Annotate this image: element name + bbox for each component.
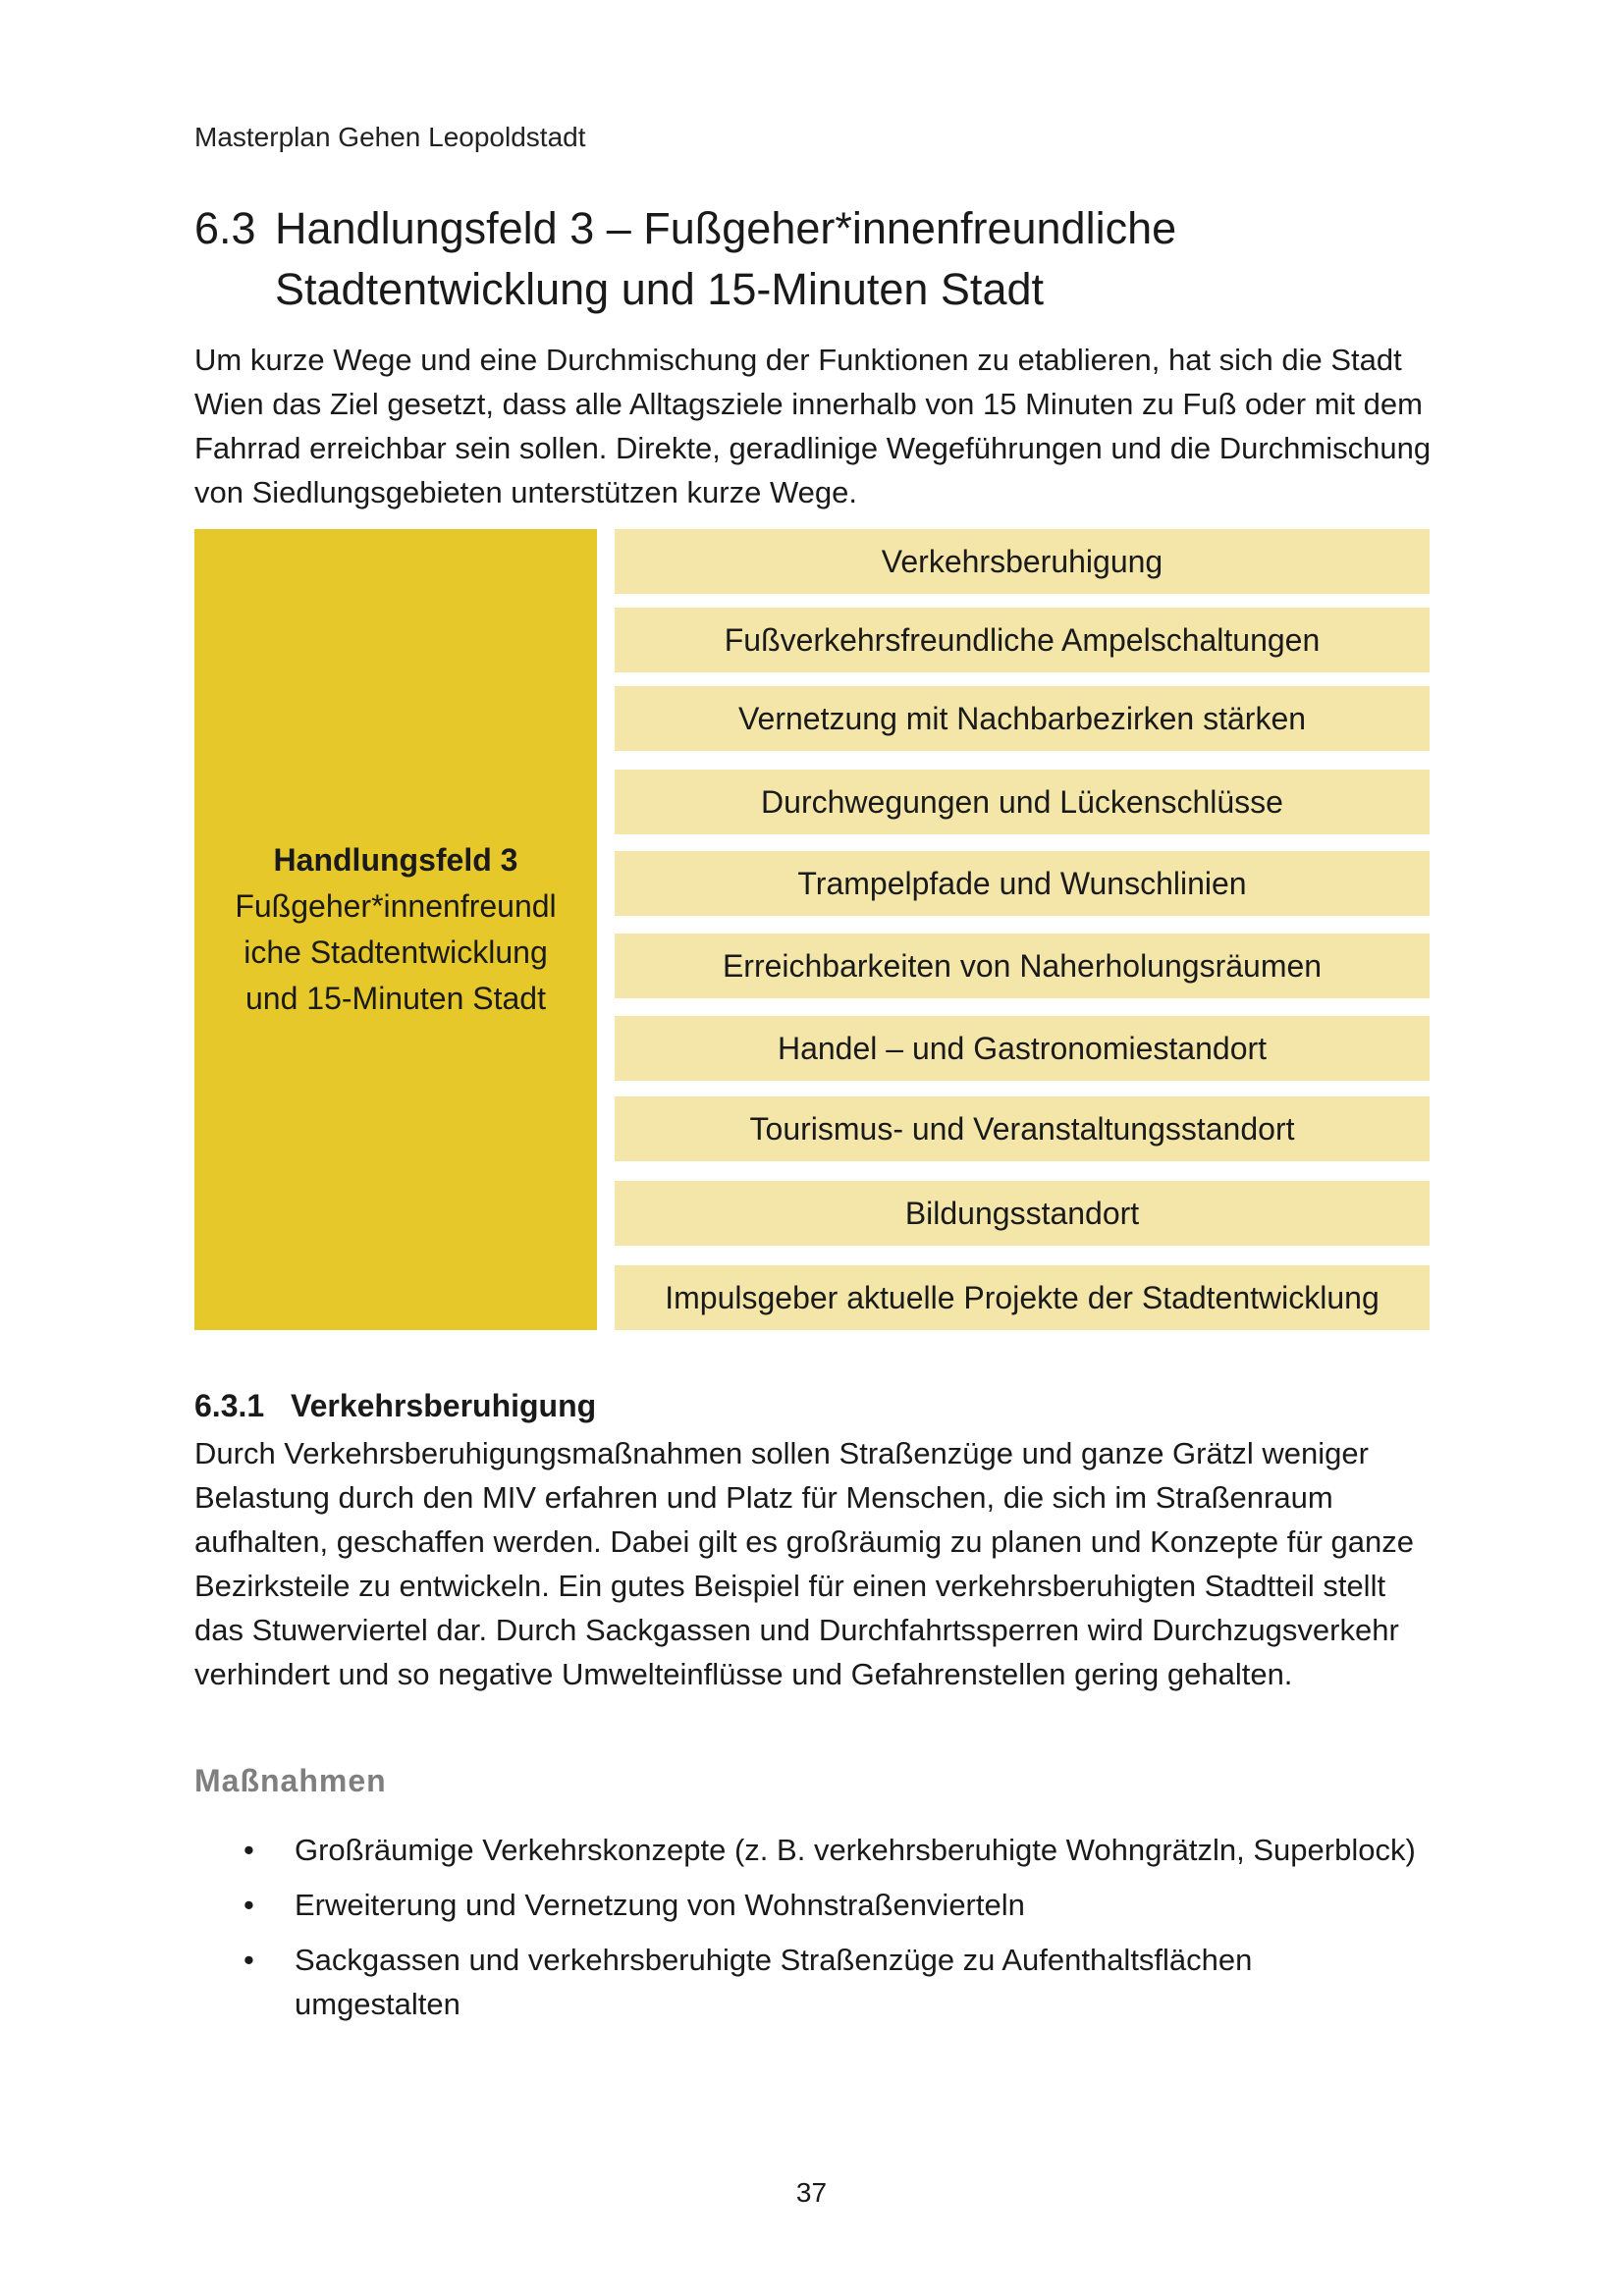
page-number: 37 xyxy=(795,2177,828,2208)
diagram-item: Handel – und Gastronomiestandort xyxy=(615,1016,1430,1081)
list-item-text: Großräumige Verkehrskonzepte (z. B. verkehrsberuhigte Wohngrätzln, Superblock) xyxy=(295,1833,1416,1867)
section-number: 6.3 xyxy=(194,203,256,253)
intro-paragraph: Um kurze Wege und eine Durchmischung der Funktionen zu etablieren, hat sich die Stadt Wien das Ziel gesetzt, dass alle Alltagsziele innerhalb von 15 Minuten zu Fuß oder mit dem Fahrrad erreichbar sein sollen. Direkte, geradlinige Wegeführungen und die Durchmischung von Siedlungsgebieten unterstützen kurze Wege. xyxy=(194,343,1432,509)
diagram-item: Trampelpfade und Wunschlinien xyxy=(615,851,1430,916)
running-header: Masterplan Gehen Leopoldstadt xyxy=(194,122,586,152)
measures-label: Maßnahmen xyxy=(194,1763,387,1798)
bullet-icon: • xyxy=(243,1888,254,1922)
measures-list xyxy=(243,1828,1422,2037)
bullet-icon: • xyxy=(243,1833,254,1867)
subsection-number: 6.3.1 xyxy=(194,1388,265,1423)
diagram-item: Erreichbarkeiten von Naherholungsräumen xyxy=(615,934,1430,998)
list-item xyxy=(243,1828,1422,1872)
section-title xyxy=(194,198,1176,320)
list-item xyxy=(243,1938,1422,2026)
field-diagram xyxy=(194,529,1430,1330)
list-item xyxy=(243,1883,1422,1927)
diagram-item: Vernetzung mit Nachbarbezirken stärken xyxy=(615,686,1430,751)
field-subtitle-line3: und 15-Minuten Stadt xyxy=(245,981,546,1016)
list-item-text: Sackgassen und verkehrsberuhigte Straßenzüge zu Aufenthaltsflächen umgestalten xyxy=(295,1943,1253,2021)
subsection-title: Verkehrsberuhigung xyxy=(291,1388,597,1423)
diagram-item: Tourismus- und Veranstaltungsstandort xyxy=(615,1096,1430,1161)
diagram-item: Durchwegungen und Lückenschlüsse xyxy=(615,770,1430,834)
bullet-icon: • xyxy=(243,1943,254,1977)
diagram-item: Verkehrsberuhigung xyxy=(615,529,1430,594)
section-title-line2: Stadtentwicklung und 15-Minuten Stadt xyxy=(275,264,1044,314)
section-title-line1: Handlungsfeld 3 – Fußgeher*innenfreundliche xyxy=(275,203,1177,253)
diagram-item: Fußverkehrsfreundliche Ampelschaltungen xyxy=(615,608,1430,672)
field-title: Handlungsfeld 3 xyxy=(273,842,518,878)
subsection-heading xyxy=(194,1388,596,1424)
field-subtitle-line2: iche Stadtentwicklung xyxy=(243,934,548,970)
field-box xyxy=(194,529,597,1330)
list-item-text: Erweiterung und Vernetzung von Wohnstraßenvierteln xyxy=(295,1888,1025,1922)
diagram-item: Impulsgeber aktuelle Projekte der Stadtentwicklung xyxy=(615,1265,1430,1330)
field-subtitle-line1: Fußgeher*innenfreundl xyxy=(235,888,557,924)
diagram-item: Bildungsstandort xyxy=(615,1181,1430,1246)
body-paragraph: Durch Verkehrsberuhigungsmaßnahmen sollen Straßenzüge und ganze Grätzl weniger Belastung durch den MIV erfahren und Platz für Menschen, die sich im Straßenraum aufhalten, geschaffen werden. Dabei gilt es großräumig zu planen und Konzepte für ganze Bezirksteile zu entwickeln. Ein gutes Beispiel für einen verkehrsberuhigten Stadtteil stellt das Stuwerviertel dar. Durch Sackgassen und Durchfahrtssperren wird Durchzugsverkehr verhindert und so negative Umwelteinflüsse und Gefahrenstellen gering gehalten. xyxy=(194,1436,1414,1691)
